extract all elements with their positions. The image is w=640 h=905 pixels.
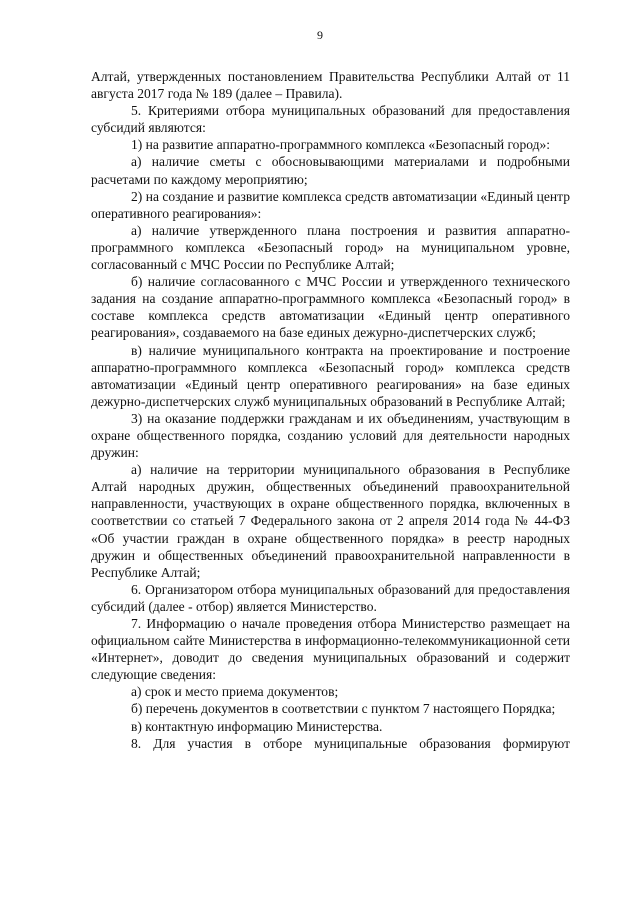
paragraph: а) наличие сметы с обосновывающими материалами и подробными расчетами по каждому мероприятию; — [91, 154, 570, 187]
paragraph: а) наличие утвержденного плана построения и развития аппаратно-программного комплекса «Безопасный город» на муниципальном уровне, согласованный с МЧС России по Республике Алтай; — [91, 222, 570, 273]
page-number: 9 — [317, 28, 323, 42]
paragraph: а) срок и место приема документов; — [131, 684, 339, 700]
paragraph: б) наличие согласованного с МЧС России и утвержденного технического задания на создание аппаратно-программного комплекса «Безопасный город» в составе комплекса средств автоматизации «Единый центр оперативного реагирования», создаваемого на базе единых дежурно-диспетчерских служб; — [91, 274, 570, 341]
paragraph: 3) на оказание поддержки гражданам и их объединениям, участвующим в охране общественного порядка, созданию условий для деятельности народных дружин: — [91, 410, 570, 461]
paragraph: 1) на развитие аппаратно-программного комплекса «Безопасный город»: — [131, 137, 551, 153]
paragraph: 2) на создание и развитие комплекса средств автоматизации «Единый центр оперативного реагирования»: — [91, 188, 570, 221]
paragraph: б) перечень документов в соответствии с пунктом 7 настоящего Порядка; — [131, 701, 556, 717]
paragraph: Алтай, утвержденных постановлением Правительства Республики Алтай от 11 августа 2017 года № 189 (далее – Правила). — [91, 69, 570, 102]
paragraph: 7. Информацию о начале проведения отбора Министерство размещает на официальном сайте Министерства в информационно-телекоммуникационной сети «Интернет», доводит до сведения муниципальных образований и содержит следующие сведения: — [91, 616, 570, 683]
document-body — [91, 68, 570, 752]
paragraph: в) контактную информацию Министерства. — [131, 718, 383, 734]
paragraph: 5. Критериями отбора муниципальных образований для предоставления субсидий являются: — [91, 103, 570, 136]
paragraph: 6. Организатором отбора муниципальных образований для предоставления субсидий (далее - отбор) является Министерство. — [91, 581, 570, 614]
paragraph: в) наличие муниципального контракта на проектирование и построение аппаратно-программного комплекса «Безопасный город» комплекса средств автоматизации «Единый центр оперативного реагирования» на базе единых дежурно-диспетчерских служб муниципальных образований в Республике Алтай; — [91, 342, 570, 409]
paragraph: 8. Для участия в отборе муниципальные образования формируют — [131, 735, 570, 751]
paragraph: а) наличие на территории муниципального образования в Республике Алтай народных дружин, общественных объединений правоохранительной направленности, участвующих в охране общественного порядка, включенных в соответствии со статьей 7 Федерального закона от 2 апреля 2014 года № 44-ФЗ «Об участии граждан в охране общественного порядка» в реестр народных дружин и общественных объединений правоохранительной направленности в Республике Алтай; — [91, 462, 570, 580]
